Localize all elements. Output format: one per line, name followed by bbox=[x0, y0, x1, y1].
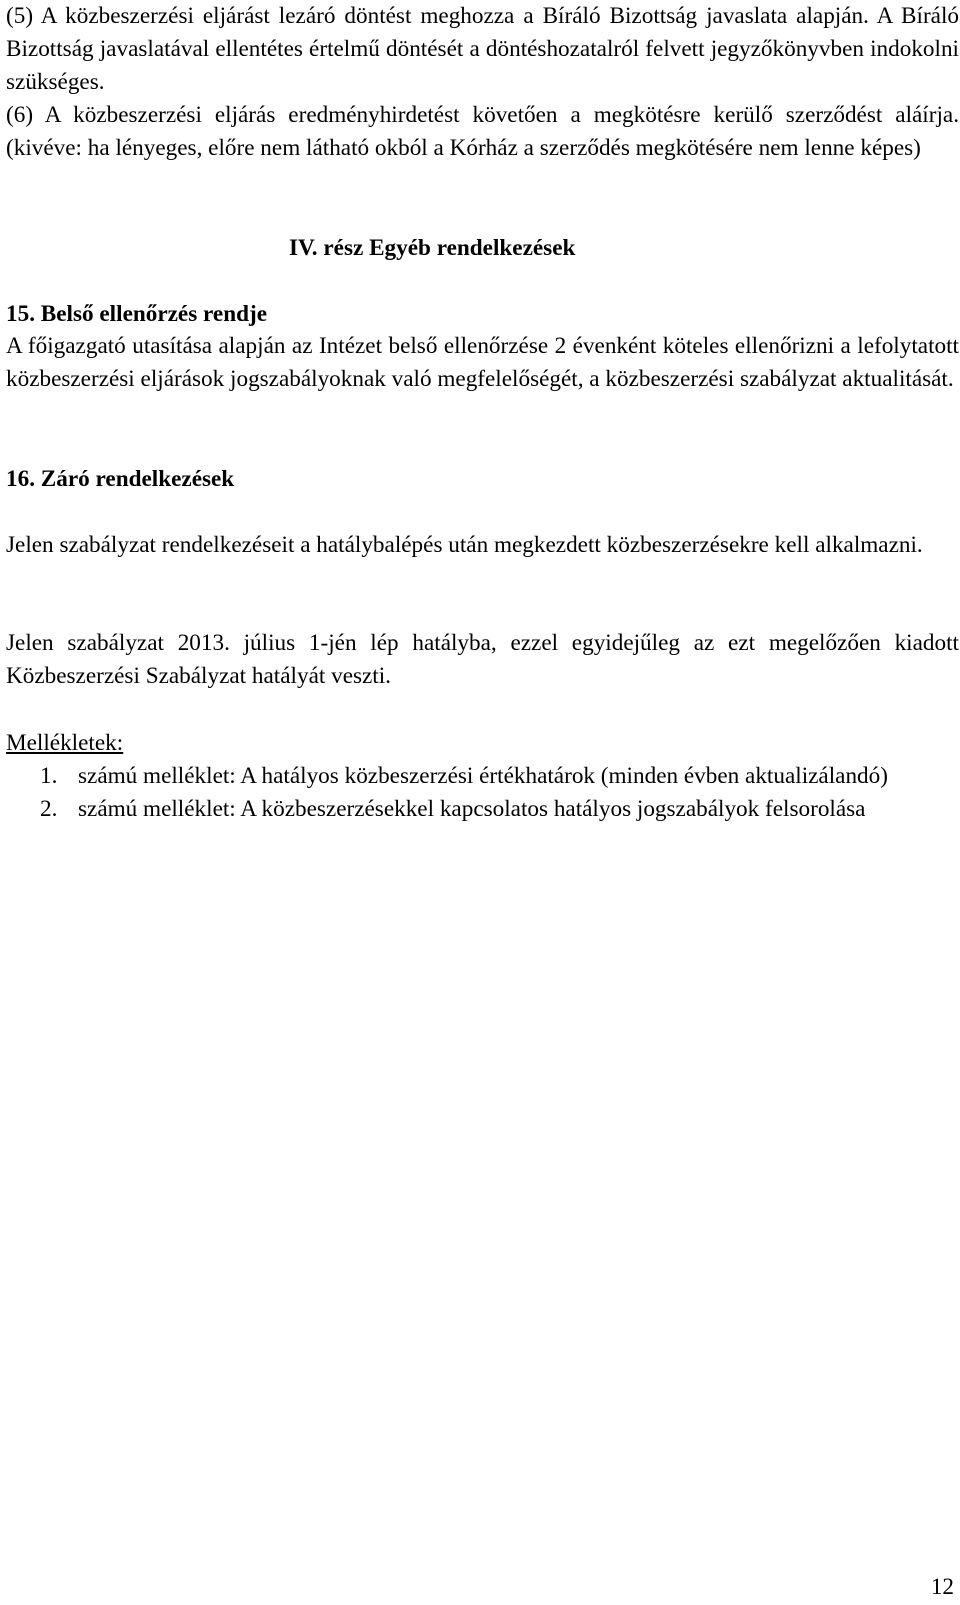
section-16-body-1: Jelen szabályzat rendelkezéseit a hatálybalépés után megkezdett közbeszerzésekre kell alkalmazni. bbox=[6, 532, 923, 558]
list-item-number: 2. bbox=[40, 796, 58, 822]
list-item-text: számú melléklet: A közbeszerzésekkel kapcsolatos hatályos jogszabályok felsorolása bbox=[78, 796, 866, 822]
list-item bbox=[6, 760, 959, 793]
attachments-label: Mellékletek: bbox=[6, 730, 124, 756]
part-heading: IV. rész Egyéb rendelkezések bbox=[289, 235, 576, 261]
list-item-text: számú melléklet: A hatályos közbeszerzési értékhatárok (minden évben aktualizálandó) bbox=[78, 763, 888, 789]
section-16-body-2: Jelen szabályzat 2013. július 1-jén lép hatályba, ezzel egyidejűleg az ezt megelőzően kiadott Közbeszerzési Szabályzat hatályát veszti. bbox=[6, 630, 959, 689]
paragraph-5: (5) A közbeszerzési eljárást lezáró döntést meghozza a Bíráló Bizottság javaslata alapján. A Bíráló Bizottság javaslatával ellentétes értelmű döntését a döntéshozatalról felvett jegyzőkönyvben indokolni szükséges. bbox=[6, 3, 959, 95]
section-15-body: A főigazgató utasítása alapján az Intézet belső ellenőrzése 2 évenként köteles ellenőrizni a lefolytatott közbeszerzési eljárások jogszabályoknak való megfelelőségét, a közbeszerzési szabályzat aktualitását. bbox=[6, 333, 959, 392]
paragraph-6: (6) A közbeszerzési eljárás eredményhirdetést követően a megkötésre kerülő szerződést aláírja. (kivéve: ha lényeges, előre nem látható okból a Kórház a szerződés megkötésére nem lenne képes) bbox=[6, 102, 959, 161]
attachments-list bbox=[6, 760, 959, 826]
section-15-heading: 15. Belső ellenőrzés rendje bbox=[6, 301, 268, 327]
list-item-number: 1. bbox=[40, 763, 58, 789]
section-16-heading: 16. Záró rendelkezések bbox=[6, 466, 235, 492]
list-item bbox=[6, 793, 959, 826]
page-number: 12 bbox=[930, 1574, 954, 1600]
